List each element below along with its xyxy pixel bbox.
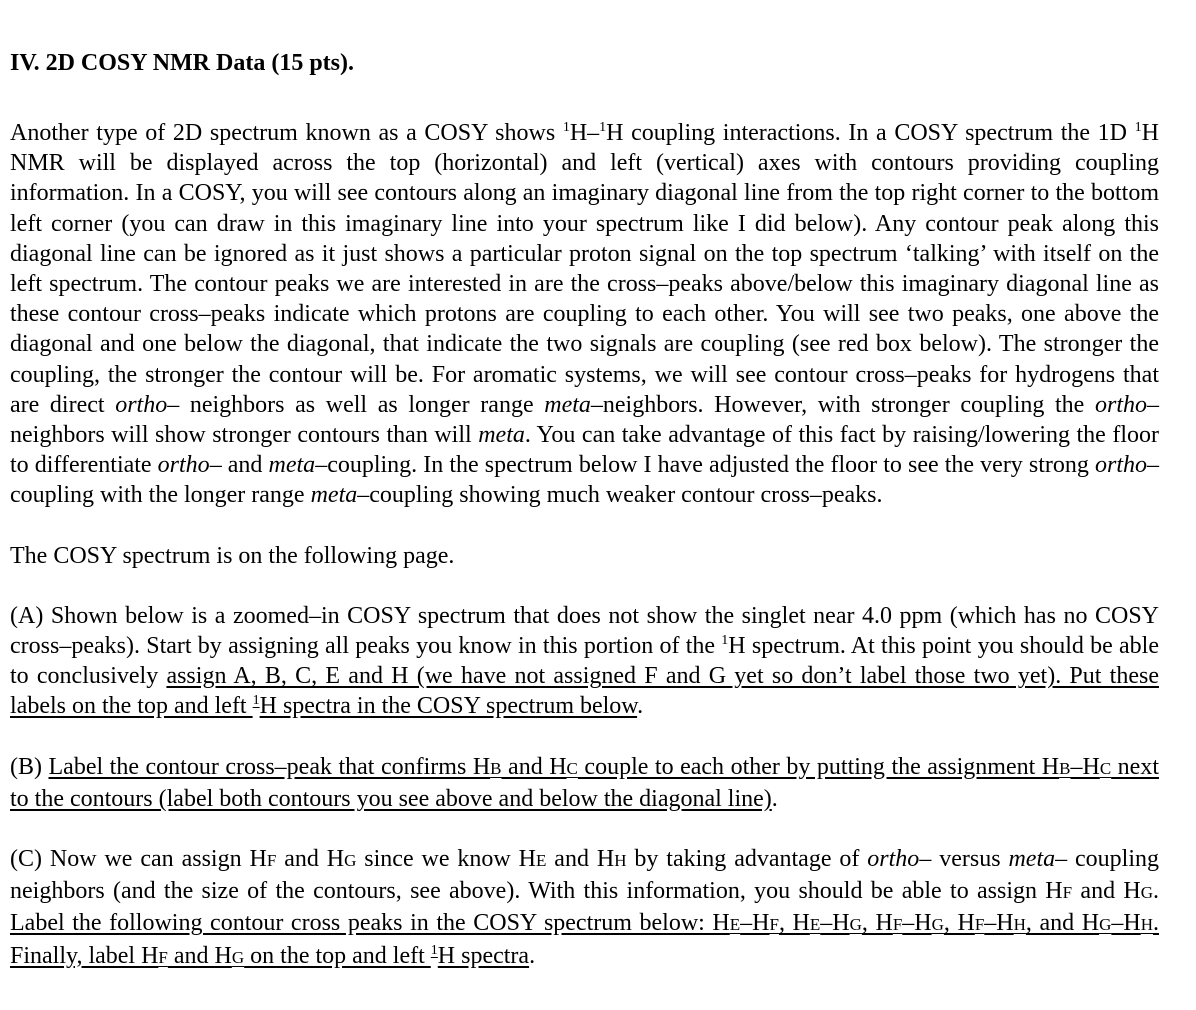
part-b-question: (B) Label the contour cross–peak that confirms HB and HC couple to each other by putting the assignment HB–HC next to the contours (label both contours you see above and below the diagonal line). [10, 753, 1159, 812]
following-page-note: The COSY spectrum is on the following page. [10, 542, 455, 569]
part-a-question: (A) Shown below is a zoomed–in COSY spectrum that does not show the singlet near 4.0 ppm (which has no COSY cross–peaks). Start by assigning all peaks you know in this portion of the $^1$H spectrum. At this point you should be able to conclusively assign A, B, C, E and H (we have not assigned F and G yet so don’t label those two yet). Put these labels on the top and left $^1$H spectra in the COSY spectrum below. [10, 602, 1160, 720]
part-c-question: (C) Now we can assign HF and HG since we know HE and HH by taking advantage of ortho– versus meta– coupling neighbors (and the size of the contours, see above). With this information, you should be able to assign HF and HG. Label the following contour cross peaks in the COSY spectrum below: HE–HF, HE–HG, HF–HG, HF–HH, and HG–HH. Finally, label HF and HG on the top and left $^1$H spectra. [10, 846, 1160, 969]
worksheet-page [10, 48, 1159, 973]
section-title: IV. 2D COSY NMR Data (15 pts). [10, 50, 355, 76]
intro-paragraph: Another type of 2D spectrum known as a COSY shows $^1$H–$^1$H coupling interactions. In a COSY spectrum the 1D $^1$H NMR will be displayed across the top (horizontal) and left (vertical) axes with contours providing coupling information. In a COSY, you will see contours along an imaginary diagonal line from the top right corner to the bottom left corner (you can draw in this imaginary line into your spectrum like I did below). Any contour peak along this diagonal line can be ignored as it just shows a particular proton signal on the top spectrum ‘talking’ with itself on the left spectrum. The contour peaks we are interested in are the cross–peaks above/below this imaginary diagonal line as these contour cross–peaks indicate which protons are coupling to each other. You will see two peaks, one above the diagonal and one below the diagonal, that indicate the two signals are coupling (see red box below). The stronger the coupling, the stronger the contour will be. For aromatic systems, we will see contour cross–peaks for hydrogens that are direct ortho– neighbors as well as longer range meta–neighbors. However, with stronger coupling the ortho–neighbors will show stronger contours than will meta. You can take advantage of this fact by raising/lowering the floor to differentiate ortho– and meta–coupling. In the spectrum below I have adjusted the floor to see the very strong ortho–coupling with the longer range meta–coupling showing much weaker contour cross–peaks. [10, 120, 1160, 509]
